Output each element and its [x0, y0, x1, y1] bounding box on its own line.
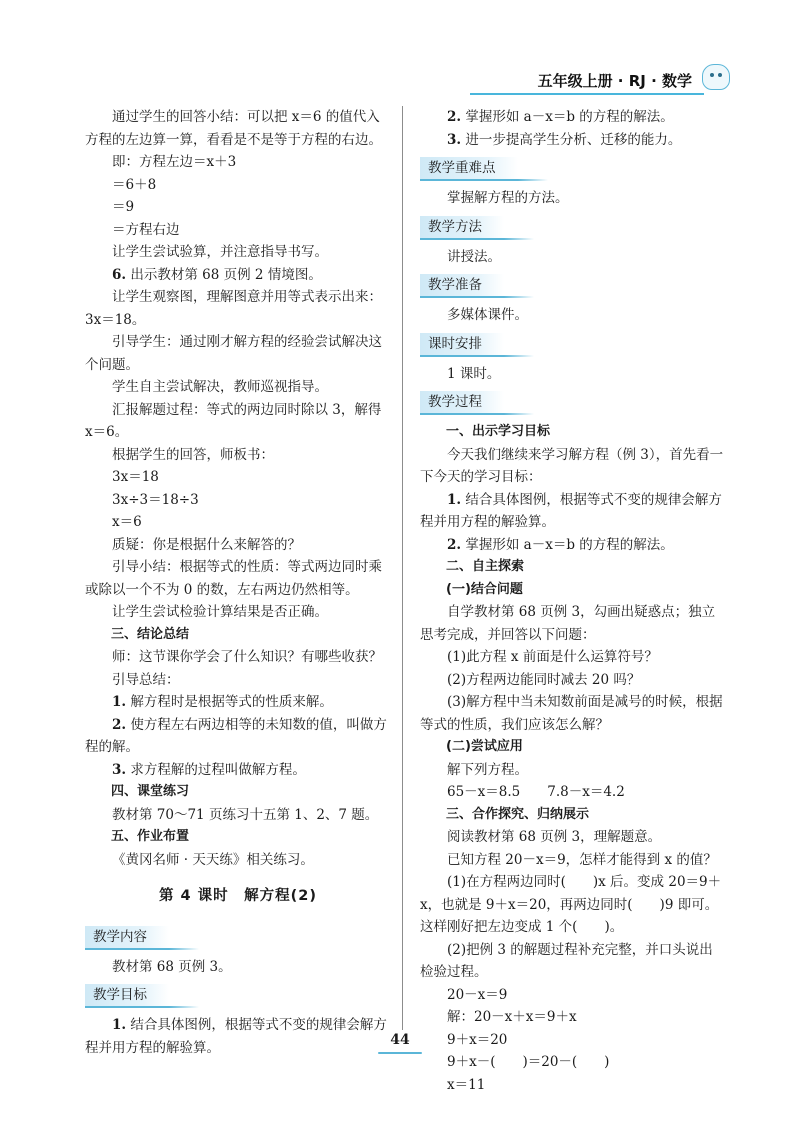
item-number: 3.	[447, 131, 462, 148]
equation-line: x＝6	[112, 514, 142, 530]
left-column	[85, 106, 391, 1059]
paragraph: 多媒体课件。	[447, 307, 528, 323]
equation-line: 3x÷3＝18÷3	[112, 491, 199, 508]
paragraph: 《黄冈名师 · 天天练》相关练习。	[112, 851, 314, 868]
paragraph: 自学教材第 68 页例 3，勾画出疑惑点；独立思考完成，并回答以下问题：	[420, 604, 716, 643]
page-number-underline	[378, 1052, 422, 1054]
question-item: (2)方程两边能同时减去 20 吗？	[447, 671, 641, 688]
paragraph: 教材第 68 页例 3。	[112, 958, 232, 975]
header-rule	[470, 93, 704, 95]
section-tag: 教学重难点	[420, 157, 518, 181]
paragraph: 解下列方程。	[447, 761, 528, 778]
item-number: 1.	[447, 491, 462, 508]
column-divider	[402, 106, 403, 1030]
paragraph: 讲授法。	[447, 248, 501, 265]
equation-line: ＝9	[112, 199, 135, 215]
item-text: 出示教材第 68 页例 2 情境图。	[126, 266, 322, 283]
item-text: 结合具体图例，根据等式不变的规律会解方程并用方程的解验算。	[85, 1017, 387, 1056]
lesson-title: 第 4 课时 解方程(2)	[158, 888, 318, 904]
numbered-item	[85, 691, 391, 714]
equation-line: 20－x＝9	[447, 986, 508, 1003]
section-heading: 三、结论总结	[111, 626, 190, 642]
section-heading: 四、课堂练习	[111, 784, 190, 799]
item-number: 2.	[447, 109, 462, 125]
section-heading: 三、合作探究、归纳展示	[446, 806, 590, 822]
item-text: 结合具体图例，根据等式不变的规律会解方程并用方程的解验算。	[420, 491, 722, 530]
equation-line: ＝6＋8	[112, 176, 157, 193]
item-number: 2.	[112, 716, 127, 733]
item-text: 掌握形如 a－x＝b 的方程的解法。	[461, 536, 674, 553]
header-title: 五年级上册 · RJ · 数学	[537, 72, 692, 90]
page-number: 44	[390, 1032, 410, 1048]
item-number: 6.	[112, 266, 127, 283]
item-text: 使方程左右两边相等的未知数的值，叫做方程的解。	[85, 716, 387, 755]
section-heading: 一、出示学习目标	[446, 424, 551, 439]
paragraph: 学生自主尝试解决，教师巡视指导。	[112, 379, 328, 395]
equation-line: ＝方程右边	[112, 221, 180, 238]
equation-line: 3x＝18	[112, 469, 159, 485]
item-number: 1.	[112, 694, 127, 710]
paragraph: 质疑：你是根据什么来解答的？	[112, 536, 301, 553]
paragraph: 汇报解题过程：等式的两边同时除以 3，解得 x＝6。	[85, 401, 382, 440]
page-header	[470, 62, 732, 96]
equation-line: 9＋x－( )＝20－( )	[447, 1054, 610, 1070]
numbered-item	[420, 106, 725, 129]
paragraph: 即：方程左边＝x＋3	[112, 154, 237, 170]
item-text: 进一步提高学生分析、迁移的能力。	[461, 131, 682, 148]
numbered-item	[420, 534, 725, 557]
question-item: (1)此方程 x 前面是什么运算符号？	[447, 649, 658, 665]
equation-line: 9＋x＝20	[447, 1031, 508, 1048]
subsection-heading: (一)结合问题	[446, 581, 523, 597]
numbered-item	[85, 714, 391, 759]
paragraph: 1 课时。	[447, 365, 501, 382]
item-text: 解方程时是根据等式的性质来解。	[126, 694, 333, 710]
right-column	[420, 106, 725, 1096]
question-item: (1)在方程两边同时( )x 后。变成 20＝9＋x，也就是 9＋x＝20，再两边同时( )9 即可。这样刚好把左边变成 1 个( )。	[420, 874, 722, 935]
section-tag: 教学内容	[85, 926, 169, 950]
item-number: 1.	[112, 1017, 127, 1033]
section-tag: 教学目标	[85, 984, 169, 1008]
paragraph: 师：这节课你学会了什么知识？有哪些收获？	[112, 649, 382, 665]
section-tag: 教学方法	[420, 216, 504, 240]
section-tag: 教学准备	[420, 274, 504, 298]
paragraph: 让学生尝试验算，并注意指导书写。	[112, 244, 328, 260]
paragraph: 引导小结：根据等式的性质：等式两边同时乘或除以一个不为 0 的数，左右两边仍然相等。	[85, 559, 382, 598]
paragraph: 让学生观察图，理解图意并用等式表示出来：3x＝18。	[85, 289, 382, 328]
paragraph: 引导学生：通过刚才解方程的经验尝试解决这个问题。	[85, 334, 382, 373]
equation-line: 解：20－x＋x＝9＋x	[447, 1009, 577, 1025]
paragraph: 今天我们继续来学习解方程（例 3），首先看一下今天的学习目标：	[420, 446, 724, 485]
paragraph: 教材第 70～71 页练习十五第 1、2、7 题。	[112, 806, 379, 823]
numbered-item	[85, 264, 391, 287]
question-item: (2)把例 3 的解题过程补充完整，并口头说出检验过程。	[420, 941, 713, 980]
item-number: 3.	[112, 761, 127, 778]
paragraph: 掌握解方程的方法。	[447, 190, 569, 206]
equation-line: x＝11	[447, 1076, 486, 1093]
item-text: 求方程解的过程叫做解方程。	[126, 761, 306, 778]
paragraph: 阅读教材第 68 页例 3，理解题意。	[447, 829, 662, 845]
question-item: (3)解方程中当未知数前面是减号的时候，根据等式的性质，我们应该怎么解？	[420, 694, 723, 733]
equation-line: 65－x＝8.5 7.8－x＝4.2	[447, 784, 625, 800]
item-text: 掌握形如 a－x＝b 的方程的解法。	[461, 109, 674, 125]
section-tag: 教学过程	[420, 391, 504, 415]
paragraph: 根据学生的回答，师板书：	[112, 446, 274, 463]
subsection-heading: (二)尝试应用	[446, 739, 523, 754]
numbered-item	[420, 489, 725, 534]
paragraph: 让学生尝试检验计算结果是否正确。	[112, 604, 328, 620]
paragraph: 引导总结：	[112, 671, 180, 688]
item-number: 2.	[447, 536, 462, 553]
section-heading: 五、作业布置	[111, 829, 190, 844]
section-heading: 二、自主探索	[446, 559, 525, 574]
paragraph: 已知方程 20－x＝9，怎样才能得到 x 的值？	[447, 851, 717, 868]
paragraph: 通过学生的回答小结：可以把 x＝6 的值代入方程的左边算一算，看看是不是等于方程的右边。	[85, 109, 382, 148]
numbered-item	[85, 759, 391, 782]
section-tag: 课时安排	[420, 333, 504, 357]
mascot-icon	[702, 64, 730, 90]
numbered-item	[420, 129, 725, 152]
